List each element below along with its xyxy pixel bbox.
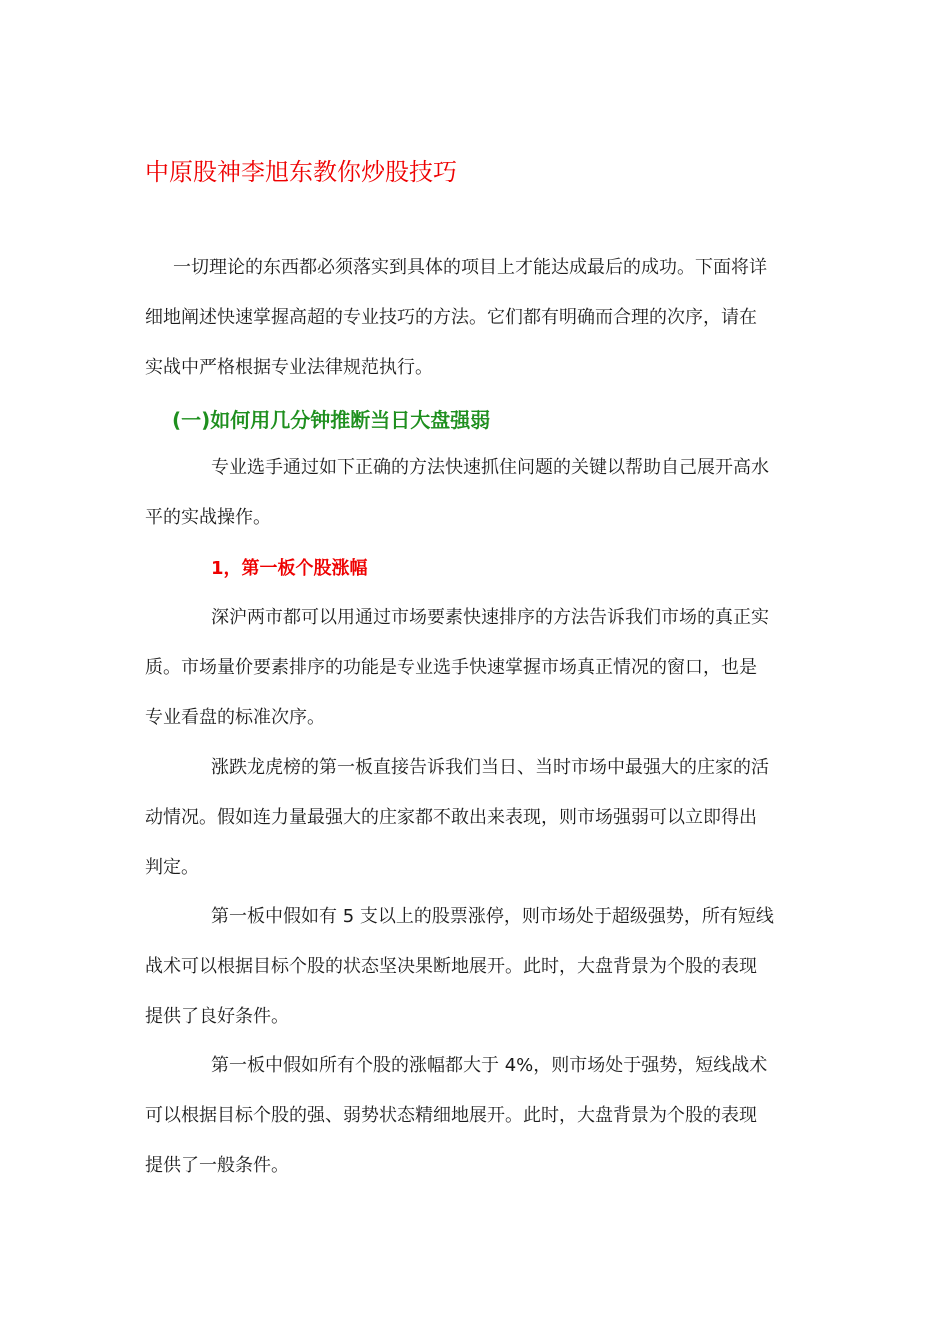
text-line: 提供了良好条件。	[145, 1006, 289, 1027]
text-line: 战术可以根据目标个股的状态坚决果断地展开。此时，大盘背景为个股的表现	[145, 956, 757, 977]
text-line: 动情况。假如连力量最强大的庄家都不敢出来表现，则市场强弱可以立即得出	[145, 807, 757, 828]
document-title: 中原股神李旭东教你炒股技巧	[145, 158, 457, 186]
text-line: 一切理论的东西都必须落实到具体的项目上才能达成最后的成功。下面将详	[173, 257, 767, 278]
text-line: 提供了一般条件。	[145, 1155, 289, 1176]
body-paragraph	[145, 892, 805, 1042]
text-line: 实战中严格根据专业法律规范执行。	[145, 357, 433, 378]
body-paragraph	[145, 1041, 805, 1191]
text-line: 质。市场量价要素排序的功能是专业选手快速掌握市场真正情况的窗口，也是	[145, 657, 757, 678]
text-line: 可以根据目标个股的强、弱势状态精细地展开。此时，大盘背景为个股的表现	[145, 1105, 757, 1126]
text-line: 判定。	[145, 857, 199, 878]
text-line: 第一板中假如所有个股的涨幅都大于 4%，则市场处于强势，短线战术	[211, 1055, 768, 1076]
body-paragraph	[145, 743, 805, 893]
subsection-heading: 1，第一板个股涨幅	[211, 558, 368, 579]
text-line: 平的实战操作。	[145, 507, 271, 528]
text-line: 专业看盘的标准次序。	[145, 707, 325, 728]
section-intro-paragraph	[145, 443, 805, 543]
text-line: 第一板中假如有 5 支以上的股票涨停，则市场处于超级强势，所有短线	[211, 906, 774, 927]
text-line: 细地阐述快速掌握高超的专业技巧的方法。它们都有明确而合理的次序，请在	[145, 307, 757, 328]
section-heading: (一)如何用几分钟推断当日大盘强弱	[172, 408, 491, 432]
text-line: 涨跌龙虎榜的第一板直接告诉我们当日、当时市场中最强大的庄家的活	[211, 757, 769, 778]
text-line: 深沪两市都可以用通过市场要素快速排序的方法告诉我们市场的真正实	[211, 607, 769, 628]
intro-paragraph	[145, 243, 805, 393]
text-line: 专业选手通过如下正确的方法快速抓住问题的关键以帮助自己展开高水	[211, 457, 769, 478]
body-paragraph	[145, 593, 805, 743]
